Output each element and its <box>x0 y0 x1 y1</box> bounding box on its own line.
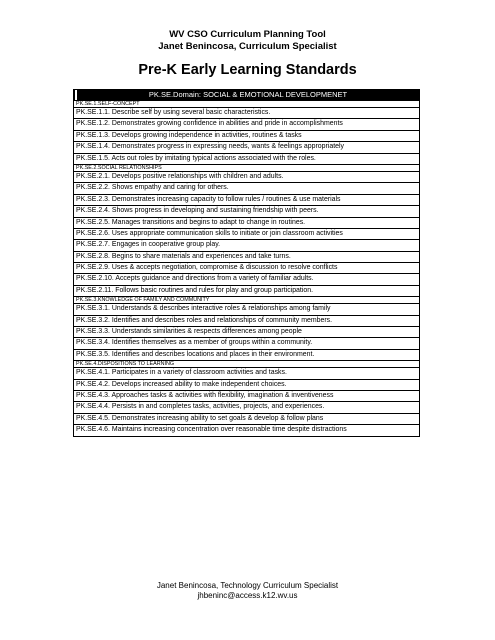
standard-row: PK.SE.2.4. Shows progress in developing and sustaining friendship with peers. <box>74 205 419 216</box>
standards-table-body <box>74 100 419 436</box>
standard-row: PK.SE.3.4. Identifies themselves as a member of groups within a community. <box>74 337 419 348</box>
standard-row: PK.SE.2.2. Shows empathy and caring for others. <box>74 182 419 193</box>
standard-row: PK.SE.4.1. Participates in a variety of classroom activities and tasks. <box>74 367 419 378</box>
page-title: Pre-K Early Learning Standards <box>138 62 357 78</box>
section-heading: PK.SE.1.SELF-CONCEPT <box>74 100 419 107</box>
standard-row: PK.SE.1.2. Demonstrates growing confidence in abilities and pride in accomplishments <box>74 118 419 129</box>
header-author: Janet Benincosa, Curriculum Specialist <box>158 41 337 52</box>
standard-row: PK.SE.3.2. Identifies and describes roles and relationships of community members. <box>74 315 419 326</box>
standard-row: PK.SE.2.8. Begins to share materials and experiences and take turns. <box>74 251 419 262</box>
footer-author: Janet Benincosa, Technology Curriculum Specialist <box>156 581 339 590</box>
footer-email: jhbeninc@access.k12.wv.us <box>197 591 298 600</box>
standard-row: PK.SE.1.4. Demonstrates progress in expressing needs, wants & feelings appropriately <box>74 141 419 152</box>
header-tool-name: WV CSO Curriculum Planning Tool <box>169 29 326 40</box>
standard-row: PK.SE.2.7. Engages in cooperative group play. <box>74 239 419 250</box>
standard-row: PK.SE.2.5. Manages transitions and begins to adapt to change in routines. <box>74 217 419 228</box>
section-heading: PK.SE.4.DISPOSITIONS TO LEARNING <box>74 360 419 367</box>
standard-row: PK.SE.2.3. Demonstrates increasing capacity to follow rules / routines & use materials <box>74 194 419 205</box>
standard-row: PK.SE.2.11. Follows basic routines and rules for play and group participation. <box>74 285 419 296</box>
section-heading: PK.SE.3.KNOWLEDGE OF FAMILY AND COMMUNITY <box>74 296 419 303</box>
standard-row: PK.SE.2.6. Uses appropriate communication skills to initiate or join classroom activities <box>74 228 419 239</box>
standard-row: PK.SE.1.3. Develops growing independence in activities, routines & tasks <box>74 130 419 141</box>
standard-row: PK.SE.3.5. Identifies and describes locations and places in their environment. <box>74 349 419 360</box>
standard-row: PK.SE.1.1. Describe self by using several basic characteristics. <box>74 107 419 118</box>
standard-row: PK.SE.4.4. Persists in and completes tasks, activities, projects, and experiences. <box>74 401 419 412</box>
standard-row: PK.SE.4.3. Approaches tasks & activities with flexibility, imagination & inventiveness <box>74 390 419 401</box>
standard-row: PK.SE.3.3. Understands similarities & respects differences among people <box>74 326 419 337</box>
standard-row: PK.SE.4.2. Develops increased ability to make independent choices. <box>74 379 419 390</box>
domain-header: PK.SE.Domain: SOCIAL & EMOTIONAL DEVELOPMENET <box>74 90 419 100</box>
standard-row: PK.SE.2.1. Develops positive relationships with children and adults. <box>74 171 419 182</box>
standard-row: PK.SE.1.5. Acts out roles by imitating typical actions associated with the roles. <box>74 153 419 164</box>
standard-row: PK.SE.2.10. Accepts guidance and directions from a variety of familiar adults. <box>74 273 419 284</box>
section-heading: PK.SE.2.SOCIAL RELATIONSHIPS <box>74 164 419 171</box>
standard-row: PK.SE.2.9. Uses & accepts negotiation, compromise & discussion to resolve conflicts <box>74 262 419 273</box>
standard-row: PK.SE.4.5. Demonstrates increasing ability to set goals & develop & follow plans <box>74 413 419 424</box>
standards-table <box>73 89 420 437</box>
standard-row: PK.SE.4.6. Maintains increasing concentration over reasonable time despite distractions <box>74 424 419 435</box>
standard-row: PK.SE.3.1. Understands & describes interactive roles & relationships among family <box>74 303 419 314</box>
